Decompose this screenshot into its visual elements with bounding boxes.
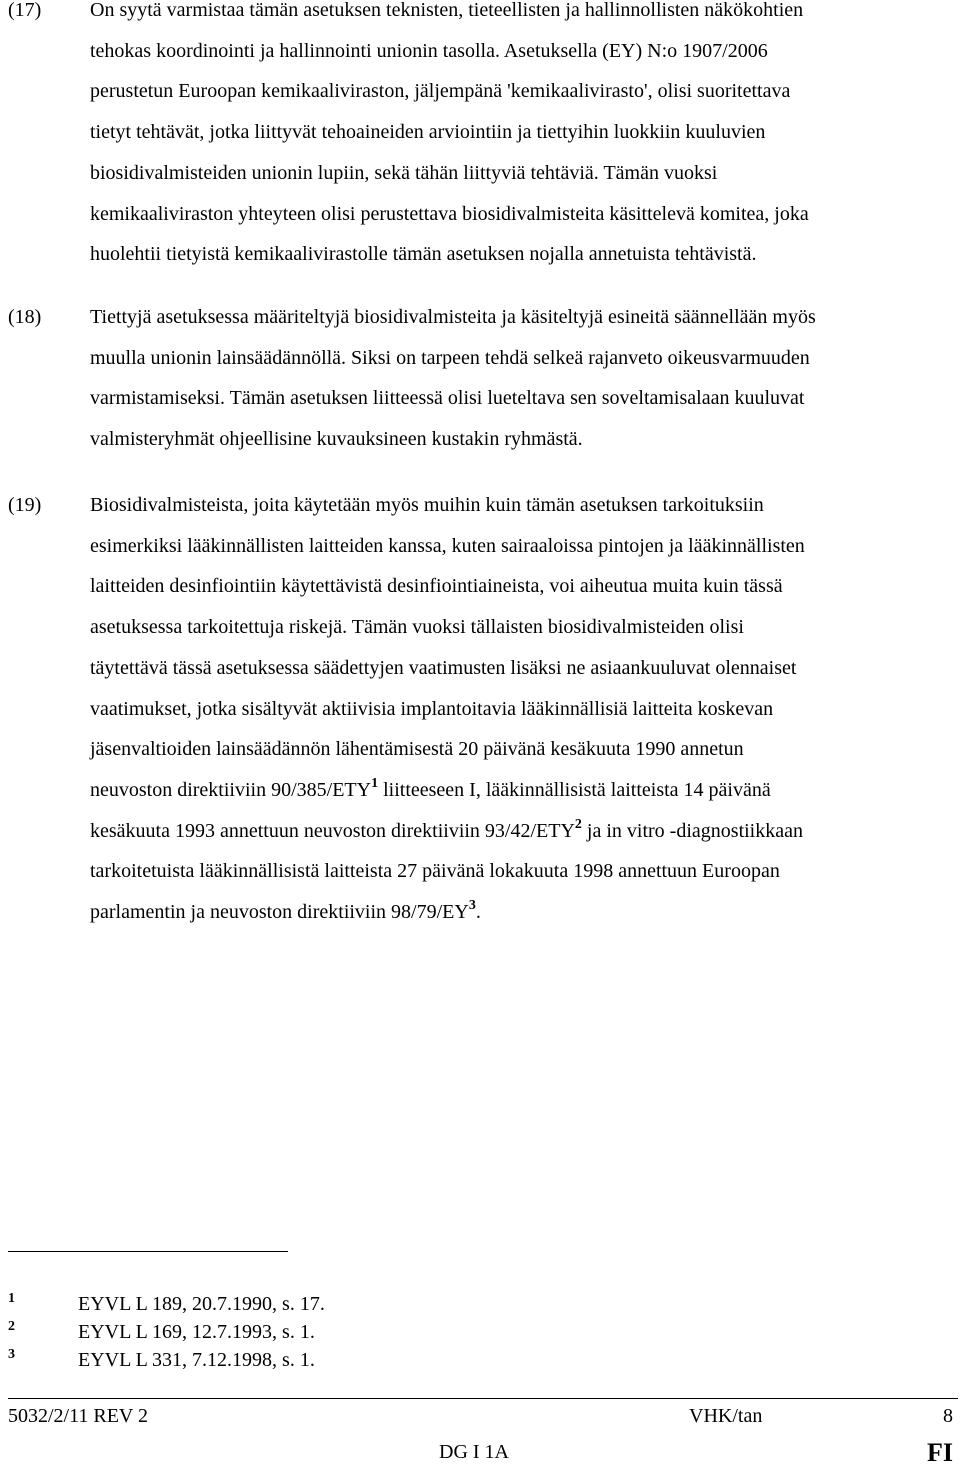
text-line: kemikaaliviraston yhteyteen olisi perustettava biosidivalmisteita käsittelevä komitea, joka — [90, 202, 809, 225]
text-fragment: neuvoston direktiiviin 90/385/ETY — [90, 778, 372, 801]
text-line: muulla unionin lainsäädännöllä. Siksi on tarpeen tehdä selkeä rajanveto oikeusvarmuuden — [90, 346, 810, 369]
text-line: biosidivalmisteiden unionin lupiin, sekä tähän liittyviä tehtäviä. Tämän vuoksi — [90, 161, 718, 184]
footnote — [8, 1346, 608, 1374]
text-line: huolehtii tietyistä kemikaalivirastolle tämän asetuksen nojalla annetuista tehtävistä. — [90, 243, 757, 266]
text-line — [90, 892, 943, 933]
recital-18 — [8, 297, 943, 460]
text-line: tarkoitetuista lääkinnällisistä laitteista 27 päivänä lokakuuta 1998 annettuun Euroopan — [90, 860, 780, 883]
footnote — [8, 1318, 608, 1346]
footnote-reference[interactable]: 3 — [468, 898, 476, 914]
text-line: On syytä varmistaa tämän asetuksen teknisten, tieteellisten ja hallinnollisten näkökohtien — [90, 0, 804, 21]
text-line: varmistamiseksi. Tämän asetuksen liitteessä olisi lueteltava sen soveltamisalaan kuuluvat — [90, 387, 805, 410]
page-footer — [8, 1405, 953, 1465]
footnote-mark: 1 — [8, 1291, 15, 1306]
text-fragment: . — [475, 901, 481, 924]
text-line: valmisteryhmät ohjeellisine kuvauksineen kustakin ryhmästä. — [90, 428, 583, 451]
recital-text — [90, 297, 943, 460]
footnote-text: EYVL L 169, 12.7.1993, s. 1. — [78, 1321, 315, 1343]
recital-17 — [8, 0, 943, 275]
language-code: FI — [927, 1438, 953, 1467]
footnote — [8, 1290, 608, 1318]
recital-number: (18) — [8, 306, 42, 328]
text-line: asetuksessa tarkoitettuja riskejä. Tämän vuoksi tällaisten biosidivalmisteiden olisi — [90, 616, 744, 639]
text-line — [90, 811, 943, 852]
text-line: esimerkiksi lääkinnällisten laitteiden kanssa, kuten sairaaloissa pintojen ja lääkinnällisten — [90, 534, 805, 557]
footnote-separator — [8, 1251, 288, 1252]
footnote-text: EYVL L 189, 20.7.1990, s. 17. — [78, 1293, 325, 1315]
recital-text — [90, 0, 943, 275]
text-line — [90, 770, 943, 811]
footnote-reference[interactable]: 2 — [574, 816, 582, 832]
footnotes — [8, 1290, 608, 1374]
footnote-reference[interactable]: 1 — [371, 775, 379, 791]
recital-text — [90, 485, 943, 933]
text-fragment: liitteeseen I, lääkinnällisistä laitteista 14 päivänä — [378, 778, 771, 801]
footnote-text: EYVL L 331, 7.12.1998, s. 1. — [78, 1349, 315, 1371]
text-line: perustetun Euroopan kemikaaliviraston, jäljempänä 'kemikaalivirasto', olisi suoritettava — [90, 80, 791, 103]
text-line: täytettävä tässä asetuksessa säädettyjen vaatimusten lisäksi ne asiaankuuluvat olennaiset — [90, 656, 797, 679]
directorate-code: DG I 1A — [439, 1441, 509, 1463]
text-line: jäsenvaltioiden lainsäädännön lähentämisestä 20 päivänä kesäkuuta 1990 annetun — [90, 738, 744, 761]
author-initials: VHK/tan — [689, 1405, 763, 1427]
footnote-mark: 3 — [8, 1347, 15, 1362]
text-fragment: kesäkuuta 1993 annettuun neuvoston direktiiviin 93/42/ETY — [90, 819, 575, 842]
recital-number: (19) — [8, 494, 42, 516]
footnote-mark: 2 — [8, 1319, 15, 1334]
text-fragment: ja in vitro -diagnostiikkaan — [581, 819, 803, 842]
text-line: tehokas koordinointi ja hallinnointi unionin tasolla. Asetuksella (EY) N:o 1907/2006 — [90, 39, 768, 62]
footer-separator — [8, 1398, 958, 1399]
recital-number: (17) — [8, 0, 42, 21]
text-line: Biosidivalmisteista, joita käytetään myös muihin kuin tämän asetuksen tarkoituksiin — [90, 494, 764, 516]
text-line: tietyt tehtävät, jotka liittyvät tehoaineiden arviointiin ja tiettyihin luokkiin kuuluvien — [90, 121, 766, 144]
text-line: vaatimukset, jotka sisältyvät aktiivisia implantoitavia lääkinnällisiä laitteita koskevan — [90, 697, 774, 720]
text-line: Tiettyjä asetuksessa määriteltyjä biosidivalmisteita ja käsiteltyjä esineitä säännellään myös — [90, 306, 816, 328]
document-reference: 5032/2/11 REV 2 — [8, 1405, 149, 1427]
page-number: 8 — [943, 1405, 953, 1427]
text-fragment: parlamentin ja neuvoston direktiiviin 98/79/EY — [90, 901, 469, 924]
text-line: laitteiden desinfiointiin käytettävistä desinfiointiaineista, voi aiheutua muita kuin tässä — [90, 575, 783, 598]
recital-19 — [8, 485, 943, 933]
